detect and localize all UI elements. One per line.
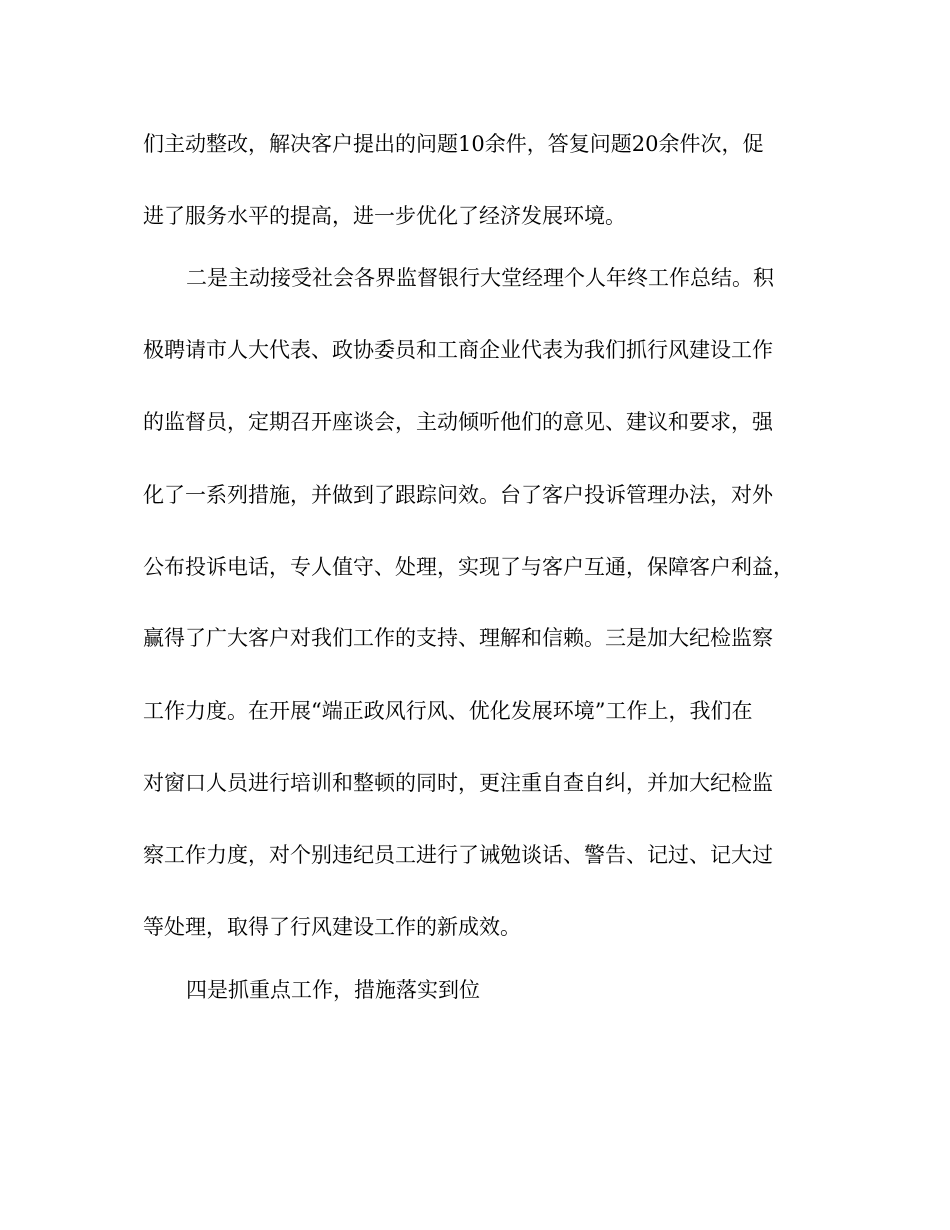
body-text-line: 们主动整改，解决客户提出的问题10余件，答复问题20余件次，促: [143, 132, 764, 156]
paragraph-start-line: 四是抓重点工作，措施落实到位: [186, 978, 480, 1002]
body-text-line: 对窗口人员进行培训和整顿的同时，更注重自查自纠，并加大纪检监: [143, 771, 773, 795]
paragraph-start-line: 二是主动接受社会各界监督银行大堂经理个人年终工作总结。积: [186, 266, 774, 290]
body-text-line: 公布投诉电话，专人值守、处理，实现了与客户互通，保障客户利益，: [143, 555, 794, 579]
body-text-line: 进了服务水平的提高，进一步优化了经济发展环境。: [143, 204, 626, 228]
body-text-line: 工作力度。在开展“端正政风行风、优化发展环境”工作上，我们在: [143, 699, 753, 723]
body-text-line: 化了一系列措施，并做到了跟踪问效。台了客户投诉管理办法，对外: [143, 483, 773, 507]
body-text-line: 赢得了广大客户对我们工作的支持、理解和信赖。三是加大纪检监察: [143, 626, 773, 650]
body-text-line: 察工作力度，对个别违纪员工进行了诫勉谈话、警告、记过、记大过: [143, 843, 773, 867]
body-text-line: 的监督员，定期召开座谈会，主动倾听他们的意见、建议和要求，强: [143, 410, 773, 434]
body-text-line: 极聘请市人大代表、政协委员和工商企业代表为我们抓行风建设工作: [143, 338, 773, 362]
body-text-line: 等处理，取得了行风建设工作的新成效。: [143, 915, 521, 939]
